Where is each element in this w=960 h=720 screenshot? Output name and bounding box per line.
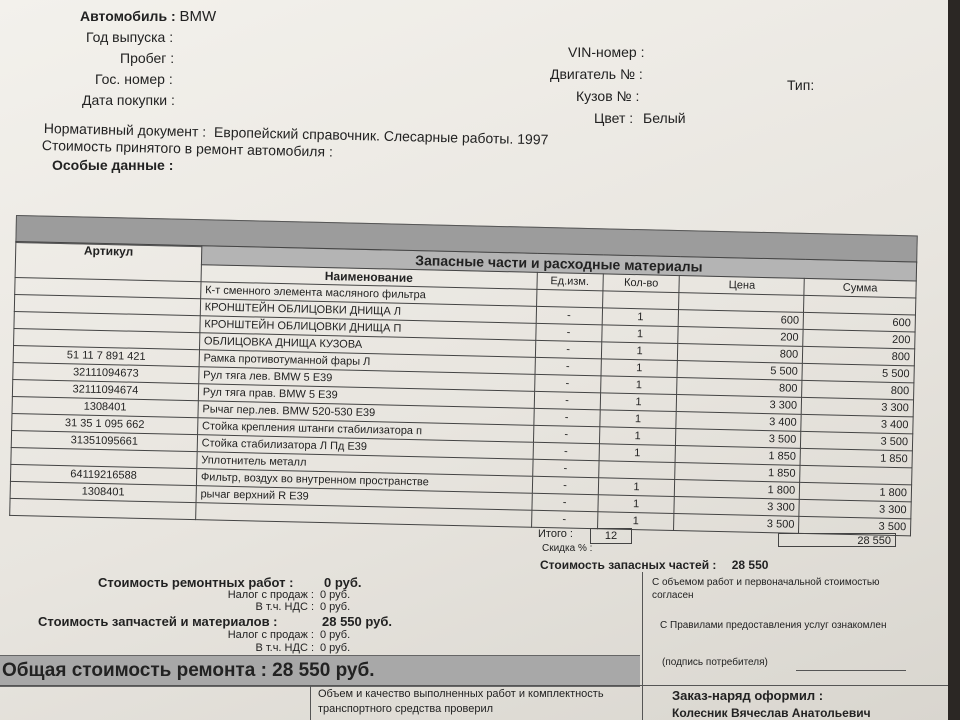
row-unit: -	[535, 323, 601, 341]
row-price: 3 500	[676, 429, 801, 449]
parts-cost-value: 28 550	[731, 558, 769, 572]
row-unit: -	[531, 510, 597, 528]
row-name: Уплотнитель металл	[197, 452, 533, 477]
work-cost-label: Стоимость ремонтных работ :	[98, 575, 294, 590]
type-label: Тип:	[787, 77, 815, 93]
row-unit: -	[533, 408, 599, 426]
row-sum: 200	[803, 329, 915, 349]
row-sum: 5 500	[802, 363, 914, 383]
col-article: Артикул	[15, 242, 202, 282]
row-unit: -	[532, 459, 598, 477]
agreement-line-1: С объемом работ и первоначальной стоимостью	[652, 577, 880, 588]
row-unit: -	[535, 357, 601, 375]
work-cost-value: 0 руб.	[324, 575, 362, 590]
row-unit: -	[533, 442, 599, 460]
car-label: Автомобиль : BMW	[80, 8, 217, 25]
row-qty: 1	[598, 495, 675, 514]
materials-cost-value: 28 550 руб.	[322, 614, 393, 629]
row-sum: 3 400	[801, 414, 913, 434]
row-name: К-т сменного элемента масляного фильтра	[200, 282, 536, 307]
row-price: 1 850	[676, 446, 801, 466]
quality-line-2: транспортного средства проверил	[318, 703, 494, 715]
row-sum: 3 500	[799, 516, 911, 536]
row-name: Рул тяга прав. BMW 5 E39	[198, 384, 534, 409]
color-label: Цвет : Белый	[594, 110, 686, 126]
row-sum: 3 500	[801, 431, 913, 451]
row-sum: 3 300	[799, 499, 911, 519]
sales-tax-label-2: Налог с продаж :	[227, 629, 314, 641]
row-name: рычаг верхний R E39	[196, 486, 532, 511]
row-sum: 800	[802, 380, 914, 400]
col-sum: Сумма	[804, 278, 916, 298]
year-label: Год выпуска :	[86, 29, 174, 45]
row-unit: -	[531, 493, 597, 511]
row-unit: -	[534, 391, 600, 409]
row-article: 32111094674	[12, 379, 198, 400]
row-price: 600	[679, 310, 804, 330]
col-unit: Ед.изм.	[536, 272, 602, 290]
row-unit: -	[534, 374, 600, 392]
row-sum: 1 800	[799, 482, 911, 502]
table-title: Запасные части и расходные материалы	[201, 246, 916, 281]
row-sum: 1 850	[800, 448, 912, 468]
row-article: 1308401	[12, 396, 198, 417]
vat-value: 0 руб.	[320, 601, 351, 613]
signature-label: (подпись потребителя)	[662, 657, 768, 668]
row-price: 800	[677, 378, 802, 398]
agreement-line-2: согласен	[652, 590, 694, 601]
row-name: Стойка стабилизатора Л Пд E39	[197, 435, 533, 460]
sales-tax-value: 0 руб.	[320, 589, 351, 601]
row-qty: 1	[599, 444, 676, 463]
row-price: 3 400	[676, 412, 801, 432]
row-unit: -	[536, 306, 602, 324]
col-qty: Кол-во	[603, 274, 680, 293]
row-unit: -	[533, 425, 599, 443]
row-price: 200	[678, 327, 803, 347]
row-qty: 1	[601, 325, 678, 344]
sales-tax-value-2: 0 руб.	[320, 629, 351, 641]
engine-label: Двигатель № :	[550, 66, 643, 82]
parts-grid	[9, 241, 917, 536]
total-qty: 12	[590, 528, 632, 544]
row-name: Рычаг пер.лев. BMW 520-530 E39	[198, 401, 534, 426]
row-qty	[598, 461, 675, 480]
normative-doc: Нормативный документ : Европейский справочник. Слесарные работы. 1997	[43, 120, 549, 148]
discount-label: Скидка % :	[542, 543, 593, 554]
plate-label: Гос. номер :	[95, 71, 173, 87]
body-number-label: Кузов № :	[576, 88, 640, 104]
row-qty: 1	[599, 410, 676, 429]
parts-table	[9, 215, 924, 546]
parts-cost: Стоимость запасных частей : 28 550	[540, 558, 769, 572]
total-sum: 28 550	[778, 533, 896, 547]
car-value: BMW	[179, 8, 217, 25]
row-article: 51 11 7 891 421	[13, 345, 199, 366]
row-qty: 1	[597, 512, 674, 531]
row-price: 800	[678, 344, 803, 364]
row-article	[10, 498, 196, 519]
row-qty: 1	[599, 427, 676, 446]
row-qty: 1	[601, 359, 678, 378]
row-sum: 800	[803, 346, 915, 366]
order-label: Заказ-наряд оформил :	[672, 688, 824, 703]
row-price: 1 850	[675, 463, 800, 483]
row-sum: 3 300	[801, 397, 913, 417]
row-name: Стойка крепления штанги стабилизатора п	[197, 418, 533, 443]
divider-horizontal	[0, 685, 948, 686]
row-price: 1 800	[675, 480, 800, 500]
row-qty: 1	[600, 376, 677, 395]
row-article: 31351095661	[11, 430, 197, 451]
row-qty: 1	[598, 478, 675, 497]
row-qty: 1	[600, 393, 677, 412]
row-price: 3 300	[677, 395, 802, 415]
row-price: 3 300	[674, 497, 799, 517]
purchase-date-label: Дата покупки :	[82, 92, 175, 108]
row-unit	[536, 289, 602, 307]
divider-vertical-2	[310, 685, 311, 720]
special-data-label: Особые данные :	[52, 157, 174, 173]
row-article: 32111094673	[13, 362, 199, 383]
sales-tax-label: Налог с продаж :	[227, 589, 314, 601]
row-unit: -	[535, 340, 601, 358]
row-qty: 1	[601, 342, 678, 361]
row-sum: 600	[803, 312, 915, 332]
row-name: КРОНШТЕЙН ОБЛИЦОВКИ ДНИЩА П	[200, 316, 536, 341]
row-qty: 1	[602, 308, 679, 327]
row-article: 64119216588	[10, 464, 196, 485]
vat-label-2: В т.ч. НДС :	[255, 642, 314, 654]
quality-line-1: Объем и качество выполненных работ и комплектность	[318, 688, 604, 700]
row-name: КРОНШТЕЙН ОБЛИЦОВКИ ДНИЩА Л	[200, 299, 536, 324]
signature-line	[796, 670, 906, 671]
cost-accepted-label: Стоимость принятого в ремонт автомобиля :	[41, 137, 334, 160]
row-price: 5 500	[677, 361, 802, 381]
vin-label: VIN-номер :	[568, 44, 645, 60]
normative-doc-value: Европейский справочник. Слесарные работы. 1997	[213, 123, 549, 148]
row-article: 1308401	[10, 481, 196, 502]
vat-value-2: 0 руб.	[320, 642, 351, 654]
col-name: Наименование	[201, 265, 537, 290]
row-unit: -	[532, 476, 598, 494]
row-name: Фильтр, воздух во внутренном пространстве	[196, 469, 532, 494]
row-article: 31 35 1 095 662	[12, 413, 198, 434]
color-value: Белый	[643, 110, 686, 126]
divider-vertical	[642, 572, 643, 720]
grand-total: Общая стоимость ремонта : 28 550 руб.	[2, 660, 375, 681]
row-price: 3 500	[674, 514, 799, 534]
row-name: ОБЛИЦОВКА ДНИЩА КУЗОВА	[199, 333, 535, 358]
agreement-line-3: С Правилами предоставления услуг ознакомлен	[660, 620, 887, 631]
row-name: Рамка противотуманной фары Л	[199, 350, 535, 375]
vat-label: В т.ч. НДС :	[255, 601, 314, 613]
row-qty	[602, 291, 679, 310]
row-name: Рул тяга лев. BMW 5 E39	[199, 367, 535, 392]
materials-cost-label: Стоимость запчастей и материалов :	[38, 614, 278, 629]
order-name: Колесник Вячеслав Анатольевич	[672, 706, 871, 720]
total-label: Итого :	[538, 528, 573, 540]
col-price: Цена	[679, 276, 804, 296]
mileage-label: Пробег :	[120, 50, 175, 66]
